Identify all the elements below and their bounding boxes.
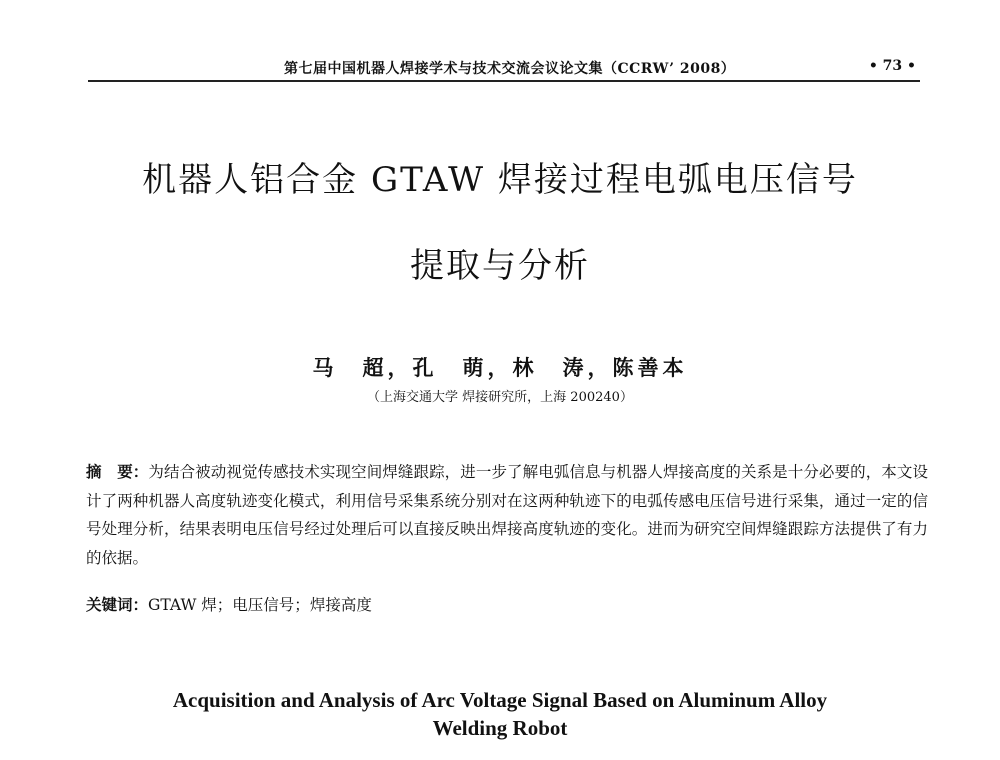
- keywords-label: 关键词：: [86, 595, 149, 614]
- english-title: [0, 686, 1000, 742]
- running-header: [88, 54, 920, 82]
- english-title-line-1: Acquisition and Analysis of Arc Voltage Signal Based on Aluminum Alloy: [172, 688, 828, 712]
- author-list: 马 超，孔 萌，林 涛，陈善本: [312, 355, 688, 380]
- abstract: [86, 458, 928, 572]
- english-title-line-2: Welding Robot: [432, 716, 568, 740]
- abstract-text: 为结合被动视觉传感技术实现空间焊缝跟踪，进一步了解电弧信息与机器人焊接高度的关系是十分必要的，本文设计了两种机器人高度轨迹变化模式，利用信号采集系统分别对在这两种轨迹下的电弧传感电压信号进行采集，通过一定的信号处理分析，结果表明电压信号经过处理后可以直接反映出焊接高度轨迹的变化。进而为研究空间焊缝跟踪方法提供了有力的依据。: [86, 463, 928, 567]
- abstract-label: 摘 要：: [86, 462, 149, 481]
- journal-title: 第七届中国机器人焊接学术与技术交流会议论文集（CCRW’ 2008）: [284, 61, 736, 77]
- keywords-text: GTAW 焊；电压信号；焊接高度: [148, 596, 372, 614]
- affiliation: （上海交通大学 焊接研究所，上海 200240）: [367, 390, 633, 405]
- chinese-title-line-2: 提取与分析: [410, 246, 590, 286]
- keywords: [86, 593, 928, 615]
- page-number: • 73 •: [868, 58, 916, 74]
- chinese-title-line-1: 机器人铝合金 GTAW 焊接过程电弧电压信号: [142, 160, 858, 200]
